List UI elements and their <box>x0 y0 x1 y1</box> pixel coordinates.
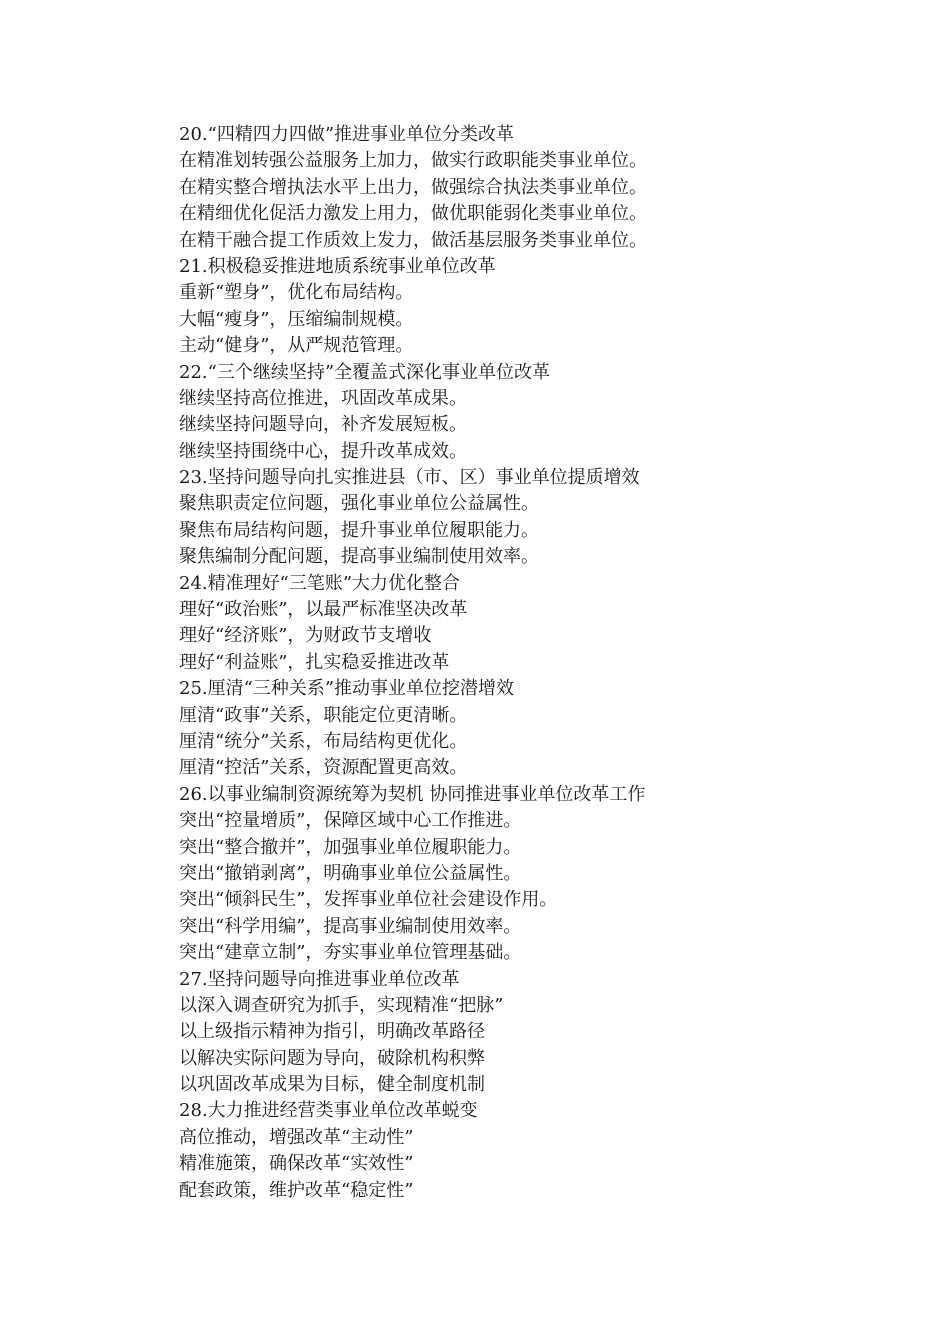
section-item: 在精实整合增执法水平上出力，做强综合执法类事业单位。 <box>179 176 647 198</box>
section <box>179 967 899 1099</box>
section-item: 重新“塑身”，优化布局结构。 <box>179 282 414 304</box>
section-heading: 20.“四精四力四做”推进事业单位分类改革 <box>179 124 515 145</box>
section-item: 继续坚持围绕中心，提升改革成效。 <box>179 440 467 462</box>
section-heading: 26.以事业编制资源统筹为契机 协同推进事业单位改革工作 <box>179 783 646 805</box>
section <box>179 360 899 466</box>
section-item: 在精准划转强公益服务上加力，做实行政职能类事业单位。 <box>179 150 647 172</box>
section-item: 理好“经济账”，为财政节支增收 <box>179 625 432 647</box>
section-item: 以深入调查研究为抓手，实现精准“把脉” <box>179 994 504 1016</box>
section-item: 以上级指示精神为指引，明确改革路径 <box>179 1021 485 1043</box>
section-heading: 23.坚持问题导向扎实推进县（市、区）事业单位提质增效 <box>179 467 640 489</box>
section-item: 大幅“瘦身”，压缩编制规模。 <box>179 308 414 330</box>
section <box>179 122 899 254</box>
section <box>179 676 899 782</box>
section-item: 主动“健身”，从严规范管理。 <box>179 335 414 357</box>
section-heading: 24.精准理好“三笔账”大力优化整合 <box>179 572 461 594</box>
section <box>179 782 899 967</box>
section-item: 突出“整合撤并”，加强事业单位履职能力。 <box>179 836 522 858</box>
section-item: 继续坚持高位推进，巩固改革成果。 <box>179 387 467 409</box>
section <box>179 465 899 571</box>
section-item: 突出“倾斜民生”，发挥事业单位社会建设作用。 <box>179 889 558 911</box>
section-item: 厘清“统分”关系，布局结构更优化。 <box>179 730 468 752</box>
section <box>179 571 899 677</box>
section-item: 以巩固改革成果为目标，健全制度机制 <box>179 1074 485 1096</box>
section-item: 聚焦布局结构问题，提升事业单位履职能力。 <box>179 519 539 541</box>
section-item: 突出“撤销剥离”，明确事业单位公益属性。 <box>179 862 522 884</box>
section-heading: 21.积极稳妥推进地质系统事业单位改革 <box>179 255 496 277</box>
section-item: 聚焦职责定位问题，强化事业单位公益属性。 <box>179 493 539 515</box>
section-item: 精准施策，确保改革“实效性” <box>179 1153 414 1175</box>
section-heading: 25.厘清“三种关系”推动事业单位挖潜增效 <box>179 678 515 700</box>
section-item: 厘清“控活”关系，资源配置更高效。 <box>179 757 468 779</box>
section-item: 突出“控量增质”，保障区域中心工作推进。 <box>179 810 522 832</box>
section-item: 以解决实际问题为导向，破除机构积弊 <box>179 1047 485 1069</box>
section-heading: 28.大力推进经营类事业单位改革蜕变 <box>179 1100 478 1122</box>
section-item: 理好“利益账”，扎实稳妥推进改革 <box>179 651 450 673</box>
section-item: 聚焦编制分配问题，提高事业编制使用效率。 <box>179 546 539 568</box>
section-heading: 22.“三个继续坚持”全覆盖式深化事业单位改革 <box>179 361 551 383</box>
section-item: 厘清“政事”关系，职能定位更清晰。 <box>179 704 468 726</box>
section-item: 理好“政治账”，以最严标准坚决改革 <box>179 599 468 621</box>
section-item: 配套政策，维护改革“稳定性” <box>179 1179 414 1201</box>
section-heading: 27.坚持问题导向推进事业单位改革 <box>179 968 460 990</box>
section-item: 在精细优化促活力激发上用力，做优职能弱化类事业单位。 <box>179 203 647 225</box>
section <box>179 254 899 360</box>
section-item: 高位推动，增强改革“主动性” <box>179 1126 414 1148</box>
section-item: 继续坚持问题导向，补齐发展短板。 <box>179 414 467 436</box>
section <box>179 1098 899 1204</box>
section-item: 突出“建章立制”，夯实事业单位管理基础。 <box>179 942 522 964</box>
document-body <box>179 122 899 1204</box>
section-item: 在精干融合提工作质效上发力，做活基层服务类事业单位。 <box>179 229 647 251</box>
section-item: 突出“科学用编”，提高事业编制使用效率。 <box>179 915 522 937</box>
